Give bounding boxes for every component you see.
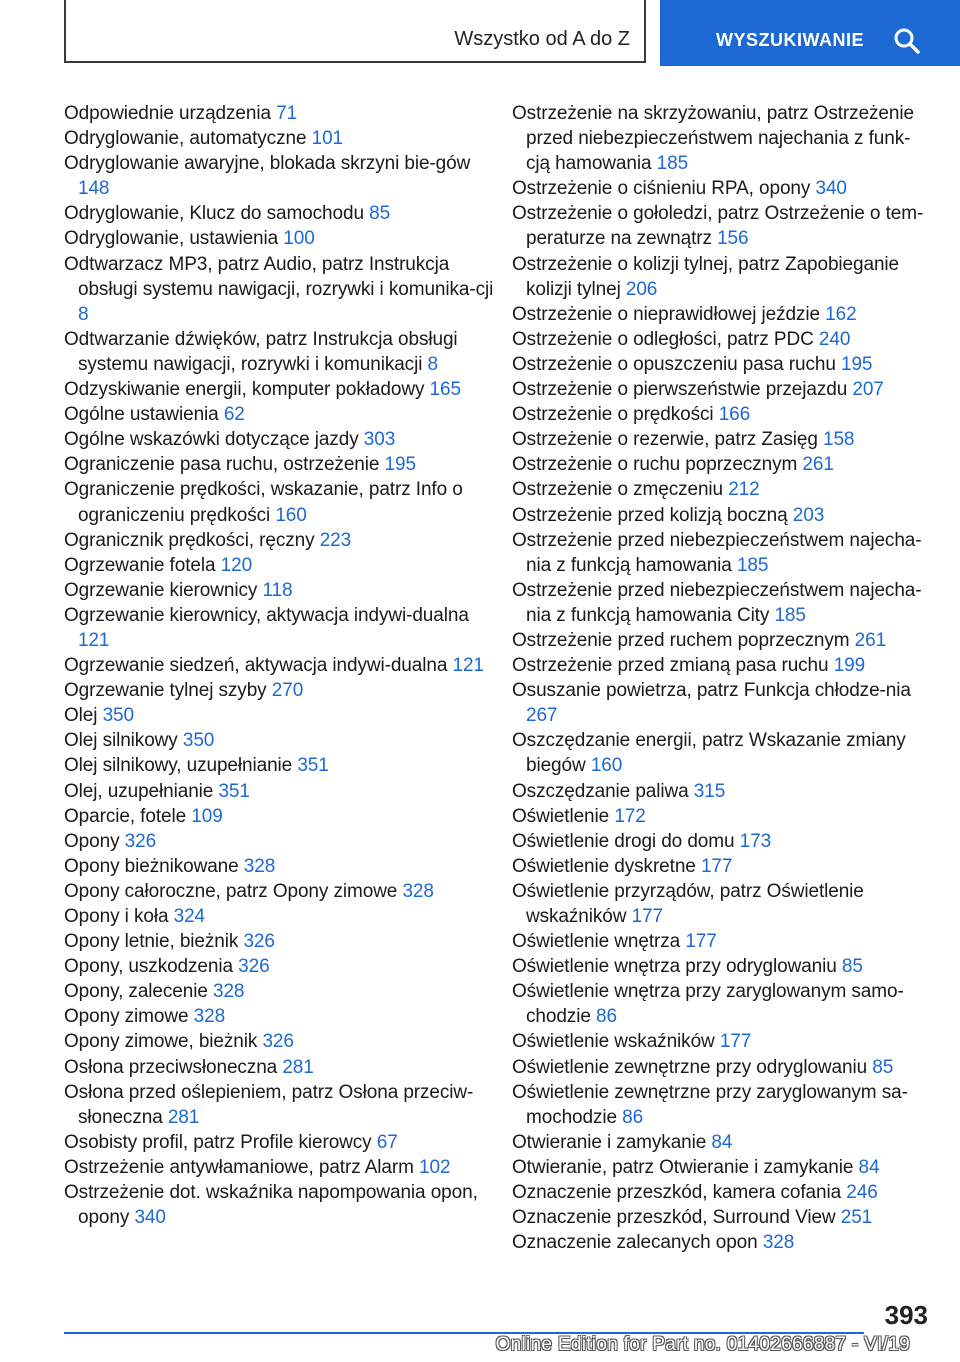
index-entry-page-link[interactable]: 160 [590,755,623,777]
index-entry [512,1029,932,1054]
index-entry [512,1230,932,1255]
index-entry-page-link[interactable]: 240 [818,328,851,350]
index-entry-page-link[interactable]: 162 [825,303,857,325]
index-entry-text: Ogrzewanie siedzeń, aktywacja indywi‐dualna [64,655,448,677]
index-entry-page-link[interactable]: 177 [685,931,717,953]
index-entry-text: Oznaczenie przeszkód, Surround View [512,1207,836,1229]
index-entry-text: Ostrzeżenie dot. wskaźnika napompowania opon, opony [64,1182,478,1229]
index-entry [64,101,504,126]
index-entry [64,653,504,678]
index-entry-text: Odryglowanie, ustawienia [64,228,279,250]
index-entry [64,703,504,728]
index-entry [64,201,504,226]
index-entry-text: Odryglowanie, automatyczne [64,128,307,150]
index-entry [64,1180,504,1230]
index-entry-page-link[interactable]: 350 [102,705,134,727]
index-entry [512,427,932,452]
tab-search[interactable] [660,0,960,66]
index-entry [512,477,932,502]
index-entry [512,954,932,979]
index-entry [512,402,932,427]
index-entry-text: Oświetlenie wskaźników [512,1031,715,1053]
index-entry-text: Ogólne wskazówki dotyczące jazdy [64,429,359,451]
index-entry-text: Ostrzeżenie o opuszczeniu pasa ruchu [512,353,836,375]
index-entry-page-link[interactable]: 102 [419,1156,451,1178]
index-column-left [64,101,504,1230]
index-entry-text: Opony letnie, bieżnik [64,931,239,953]
index-entry [64,879,504,904]
index-entry-page-link[interactable]: 328 [193,1006,226,1028]
index-entry [512,804,932,829]
index-entry-text: Oświetlenie zewnętrzne przy zaryglowanym sa‐mochodzie [512,1081,908,1128]
index-entry-page-link[interactable]: 62 [223,404,245,426]
index-entry-text: Oszczędzanie energii, patrz Wskazanie zmiany biegów [512,730,906,777]
index-entry-page-link[interactable]: 84 [858,1156,880,1178]
index-entry-text: Ogólne ustawienia [64,404,219,426]
index-entry [64,779,504,804]
index-entry-text: Ograniczenie pasa ruchu, ostrzeżenie [64,454,380,476]
index-entry-page-link[interactable]: 185 [656,153,689,175]
index-entry-text: Ostrzeżenie przed ruchem poprzecznym [512,629,850,651]
index-entry-page-link[interactable]: 118 [262,579,293,601]
index-entry-page-link[interactable]: 67 [376,1131,398,1153]
index-entry-page-link[interactable]: 340 [815,178,847,200]
index-entry-page-link[interactable]: 326 [243,931,275,953]
index-entry-page-link[interactable]: 177 [631,906,663,927]
index-entry [64,402,504,427]
index-entry-text: Oznaczenie przeszkód, kamera cofania [512,1182,842,1204]
index-entry-text: Opony i koła [64,906,169,927]
index-entry [512,528,932,578]
index-entry-page-link[interactable]: 85 [369,203,391,225]
index-entry-text: Ograniczenie prędkości, wskazanie, patrz Info o ograniczeniu prędkości [64,479,463,526]
index-entry-page-link[interactable]: 199 [833,655,866,677]
index-entry [512,176,932,201]
index-entry [64,904,504,929]
index-entry [64,979,504,1004]
index-entry-text: Olej, uzupełnianie [64,780,214,802]
index-entry [64,829,504,854]
index-entry [64,1155,504,1180]
index-entry [64,753,504,778]
index-entry-text: Otwieranie i zamykanie [512,1131,707,1153]
index-entry-page-link[interactable]: 328 [762,1232,795,1254]
index-entry-page-link[interactable]: 156 [717,228,749,250]
index-entry-page-link[interactable]: 351 [297,755,329,777]
index-entry-page-link[interactable]: 86 [622,1106,644,1128]
index-entry-text: Ostrzeżenie o pierwszeństwie przejazdu [512,379,848,401]
index-entry-text: Osłona przed oślepieniem, patrz Osłona przeciw‐słoneczna [64,1081,474,1128]
index-entry-text: Ostrzeżenie o zmęczeniu [512,479,724,501]
index-entry-page-link[interactable]: 195 [384,454,416,476]
index-entry [512,503,932,528]
index-entry-page-link[interactable]: 281 [167,1106,200,1128]
index-entry-page-link[interactable]: 251 [840,1207,873,1229]
index-entry [512,1180,932,1205]
index-entry-page-link[interactable]: 328 [243,855,276,877]
index-entry [64,452,504,477]
index-entry-text: Opony bieżnikowane [64,855,239,877]
index-entry [64,854,504,879]
index-entry [512,377,932,402]
index-entry-page-link[interactable]: 340 [134,1207,166,1229]
index-entry-text: Ostrzeżenie antywłamaniowe, patrz Alarm [64,1156,414,1178]
index-entry-text: Oświetlenie drogi do domu [512,830,735,852]
index-entry-text: Oświetlenie wnętrza [512,931,681,953]
index-entry [512,1080,932,1130]
index-entry-page-link[interactable]: 8 [78,303,89,325]
index-entry [512,201,932,251]
index-entry [512,101,932,176]
index-entry [64,327,504,377]
search-icon [892,26,922,56]
index-entry [512,302,932,327]
index-entry-text: Ostrzeżenie przed kolizją boczną [512,504,788,526]
index-entry-page-link[interactable]: 177 [700,855,733,877]
index-entry-text: Ostrzeżenie o ciśnieniu RPA, opony [512,178,811,200]
index-entry-page-link[interactable]: 85 [872,1056,894,1078]
index-entry-text: Ostrzeżenie przed niebezpieczeństwem najecha‐nia z funkcją hamowania City [512,579,922,626]
index-entry-text: Oświetlenie zewnętrzne przy odryglowaniu [512,1056,868,1078]
index-entry [64,1004,504,1029]
index-entry-text: Ostrzeżenie o kolizji tylnej, patrz Zapobieganie kolizji tylnej [512,253,900,300]
index-entry [512,678,932,728]
index-entry-text: Oświetlenie przyrządów, patrz Oświetlenie wskaźników [512,880,864,927]
index-entry-page-link[interactable]: 172 [614,805,646,827]
index-entry [64,528,504,553]
index-entry-page-link[interactable]: 85 [841,956,863,978]
index-entry-text: Ostrzeżenie o gołoledzi, patrz Ostrzeżenie o tem‐peraturze na zewnątrz [512,203,924,250]
index-entry-page-link[interactable]: 185 [774,604,806,626]
index-entry-page-link[interactable]: 206 [625,278,658,300]
index-entry-page-link[interactable]: 121 [452,655,484,677]
index-entry-page-link[interactable]: 86 [595,1006,617,1028]
index-entry [512,452,932,477]
index-entry [512,1205,932,1230]
index-entry [512,352,932,377]
index-entry-page-link[interactable]: 328 [402,880,434,902]
index-entry [512,252,932,302]
index-entry [512,1130,932,1155]
index-entry-page-link[interactable]: 120 [220,554,253,576]
index-entry-page-link[interactable]: 84 [711,1131,733,1153]
index-entry-text: Odryglowanie, Klucz do samochodu [64,203,364,225]
index-entry [512,929,932,954]
index-entry-text: Opony zimowe, bieżnik [64,1031,258,1053]
index-entry-page-link[interactable]: 326 [124,830,157,852]
index-entry-text: Olej silnikowy [64,730,178,752]
index-entry-page-link[interactable]: 328 [213,981,245,1003]
index-entry [64,151,504,201]
index-entry-page-link[interactable]: 166 [718,404,751,426]
index-entry [64,126,504,151]
index-entry-page-link[interactable]: 158 [823,429,855,451]
index-entry [512,327,932,352]
index-entry-text: Osłona przeciwsłoneczna [64,1056,278,1078]
index-entry-text: Oznaczenie zalecanych opon [512,1232,758,1254]
index-entry-page-link[interactable]: 185 [736,554,769,576]
index-entry-text: Oświetlenie wnętrza przy zaryglowanym samo‐chodzie [512,981,904,1028]
index-entry [64,377,504,402]
index-entry-text: Oparcie, fotele [64,805,187,827]
index-entry-page-link[interactable]: 315 [693,780,726,802]
index-entry [512,628,932,653]
index-entry-text: Ogrzewanie fotela [64,554,216,576]
index-entry-page-link[interactable]: 195 [841,353,873,375]
index-entry-page-link[interactable]: 281 [282,1056,314,1078]
index-entry [64,477,504,527]
index-entry-text: Opony zimowe [64,1006,189,1028]
index-entry-text: Ostrzeżenie o prędkości [512,404,714,426]
index-column-right [512,101,932,1255]
index-entry-page-link[interactable]: 121 [78,629,110,651]
index-entry [64,252,504,327]
index-entry-page-link[interactable]: 212 [728,479,760,501]
index-entry-page-link[interactable]: 326 [262,1031,294,1053]
index-entry-text: Otwieranie, patrz Otwieranie i zamykanie [512,1156,854,1178]
index-entry-text: Ostrzeżenie na skrzyżowaniu, patrz Ostrzeżenie przed niebezpieczeństwem najechania z funk‐cją hamowania [512,103,914,175]
tab-search-label: WYSZUKIWANIE [716,30,864,50]
edition-footer: Online Edition for Part no. 01402666887 - VI/19 [495,1334,910,1355]
index-entry [512,979,932,1029]
index-entry-page-link[interactable]: 101 [311,128,344,150]
index-entry-text: Ogranicznik prędkości, ręczny [64,529,315,551]
index-entry-text: Ogrzewanie kierownicy, aktywacja indywi‐dualna [64,604,469,626]
index-entry [64,929,504,954]
index-entry-page-link[interactable]: 109 [191,805,223,827]
index-entry-page-link[interactable]: 160 [275,504,307,526]
index-entry-text: Ostrzeżenie przed niebezpieczeństwem najecha‐nia z funkcją hamowania [512,529,922,576]
index-entry [512,779,932,804]
index-entry [64,553,504,578]
page-number: 393 [884,1300,928,1330]
index-entry-page-link[interactable]: 270 [271,680,304,702]
index-entry-page-link[interactable]: 173 [739,830,772,852]
index-entry-text: Opony, uszkodzenia [64,956,233,978]
index-entry-page-link[interactable]: 165 [429,379,461,401]
index-entry [64,578,504,603]
index-entry-text: Olej silnikowy, uzupełnianie [64,755,293,777]
index-entry-page-link[interactable]: 350 [182,730,215,752]
index-entry-text: Ostrzeżenie o nieprawidłowej jeździe [512,303,820,325]
index-entry [64,954,504,979]
index-entry-page-link[interactable]: 223 [319,529,352,551]
index-entry-text: Olej [64,705,98,727]
index-entry-page-link[interactable]: 177 [719,1031,752,1053]
index-entry-text: Odzyskiwanie energii, komputer pokładowy [64,379,425,401]
index-entry-text: Ostrzeżenie o odległości, patrz PDC [512,328,814,350]
index-entry [64,603,504,653]
index-entry [64,1130,504,1155]
index-entry-page-link[interactable]: 324 [173,906,206,927]
index-entry-text: Ogrzewanie kierownicy [64,579,258,601]
tab-az-label: Wszystko od A do Z [454,28,630,50]
index-entry [512,1055,932,1080]
index-entry [64,1055,504,1080]
index-entry-text: Ostrzeżenie o ruchu poprzecznym [512,454,798,476]
header-bar [0,0,960,66]
index-entry-page-link[interactable]: 71 [276,103,298,124]
index-entry-text: Odtwarzanie dźwięków, patrz Instrukcja obsługi systemu nawigacji, rozrywki i komunikacji [64,328,458,375]
index-entry-text: Oświetlenie dyskretne [512,855,696,877]
index-entry-text: Oszczędzanie paliwa [512,780,689,802]
index-entry-text: Ostrzeżenie o rezerwie, patrz Zasięg [512,429,818,451]
index-entry-page-link[interactable]: 261 [854,629,887,651]
index-entry [512,879,932,929]
index-entry [64,226,504,251]
index-entry-page-link[interactable]: 207 [852,379,884,401]
index-entry-text: Oświetlenie wnętrza przy odryglowaniu [512,956,837,978]
index-entry-text: Osobisty profil, patrz Profile kierowcy [64,1131,372,1153]
index-entry-page-link[interactable]: 267 [526,705,558,727]
index-entry-page-link[interactable]: 148 [78,178,110,200]
index-entry-page-link[interactable]: 100 [283,228,315,250]
index-entry-text: Ostrzeżenie przed zmianą pasa ruchu [512,655,829,677]
index-entry [64,678,504,703]
index-entry-page-link[interactable]: 261 [802,454,834,476]
index-entry [512,728,932,778]
index-entry-text: Oświetlenie [512,805,610,827]
index-entry [64,1080,504,1130]
index-entry [64,1029,504,1054]
tab-az-index[interactable] [64,0,646,63]
index-entry [512,1155,932,1180]
index-entry-text: Ogrzewanie tylnej szyby [64,680,267,702]
index-entry-text: Odtwarzacz MP3, patrz Audio, patrz Instrukcja obsługi systemu nawigacji, rozrywki i komunika‐cji [64,253,494,300]
index-entry-page-link[interactable]: 303 [363,429,396,451]
index-entry-text: Odpowiednie urządzenia [64,103,271,124]
index-entry-page-link[interactable]: 8 [427,353,438,375]
index-entry [64,427,504,452]
index-entry [512,578,932,628]
index-entry-page-link[interactable]: 326 [238,956,270,978]
index-entry-text: Osuszanie powietrza, patrz Funkcja chłodze‐nia [512,680,911,702]
index-entry [64,804,504,829]
index-entry-page-link[interactable]: 246 [846,1182,878,1204]
index-entry-text: Opony [64,830,120,852]
index-entry-page-link[interactable]: 351 [218,780,250,802]
index-entry [512,829,932,854]
index-entry-page-link[interactable]: 203 [792,504,825,526]
index-entry [512,653,932,678]
index-entry [64,728,504,753]
index-entry [512,854,932,879]
index-entry-text: Odryglowanie awaryjne, blokada skrzyni bie‐gów [64,153,471,175]
index-entry-text: Opony, zalecenie [64,981,208,1003]
index-entry-text: Opony całoroczne, patrz Opony zimowe [64,880,398,902]
